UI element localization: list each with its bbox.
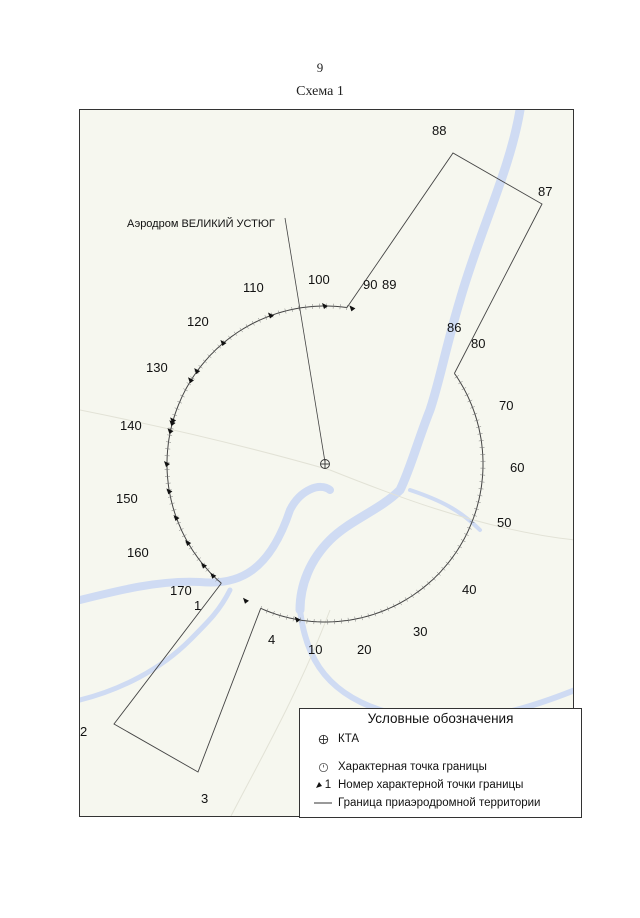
tick-label-170: 170	[170, 583, 192, 598]
tick-label-100: 100	[308, 272, 330, 287]
point-number-sample: 1	[324, 779, 332, 791]
page-number: 9	[316, 60, 324, 75]
point-label-87: 87	[538, 184, 553, 199]
kta-marker	[321, 460, 330, 469]
legend-text-kta: КТА	[338, 733, 360, 745]
tick-label-40: 40	[462, 582, 477, 597]
tick-label-20: 20	[357, 642, 372, 657]
tick-label-140: 140	[120, 418, 142, 433]
legend-item-boundary	[310, 797, 540, 809]
point-label-2: 2	[80, 724, 88, 739]
legend-text-point: Характерная точка границы	[338, 761, 487, 773]
tick-label-110: 110	[243, 280, 264, 295]
tick-label-80: 80	[471, 336, 486, 351]
tick-label-160: 160	[127, 545, 149, 560]
legend-item-number	[310, 779, 523, 791]
kta-icon	[310, 734, 336, 745]
point-label-3: 3	[201, 791, 209, 806]
legend-title: Условные обозначения	[367, 711, 514, 726]
legend-item-point	[310, 761, 487, 773]
tick-label-130: 130	[146, 360, 168, 375]
legend-text-boundary: Граница приаэродромной территории	[338, 797, 541, 809]
legend-text-number: Номер характерной точки границы	[338, 779, 524, 791]
legend	[299, 708, 582, 818]
tick-label-30: 30	[413, 624, 428, 639]
tick-label-90: 90	[363, 277, 378, 292]
legend-item-kta	[310, 733, 359, 745]
point-label-1: 1	[194, 598, 202, 613]
aerodrome-label: Аэродром ВЕЛИКИЙ УСТЮГ	[127, 218, 275, 230]
tick-label-150: 150	[116, 491, 138, 506]
point-label-4: 4	[268, 632, 276, 647]
tick-label-50: 50	[497, 515, 512, 530]
scheme-title: Схема 1	[296, 84, 344, 99]
tick-label-120: 120	[187, 314, 209, 329]
boundary-line-icon	[310, 801, 336, 805]
tick-label-60: 60	[510, 460, 525, 475]
point-number-symbol	[310, 779, 336, 791]
point-label-88: 88	[432, 123, 447, 138]
boundary-point-icon	[310, 762, 336, 773]
point-label-86: 86	[447, 320, 462, 335]
tick-label-70: 70	[499, 398, 514, 413]
point-label-89: 89	[382, 277, 397, 292]
tick-label-10: 10	[308, 642, 323, 657]
